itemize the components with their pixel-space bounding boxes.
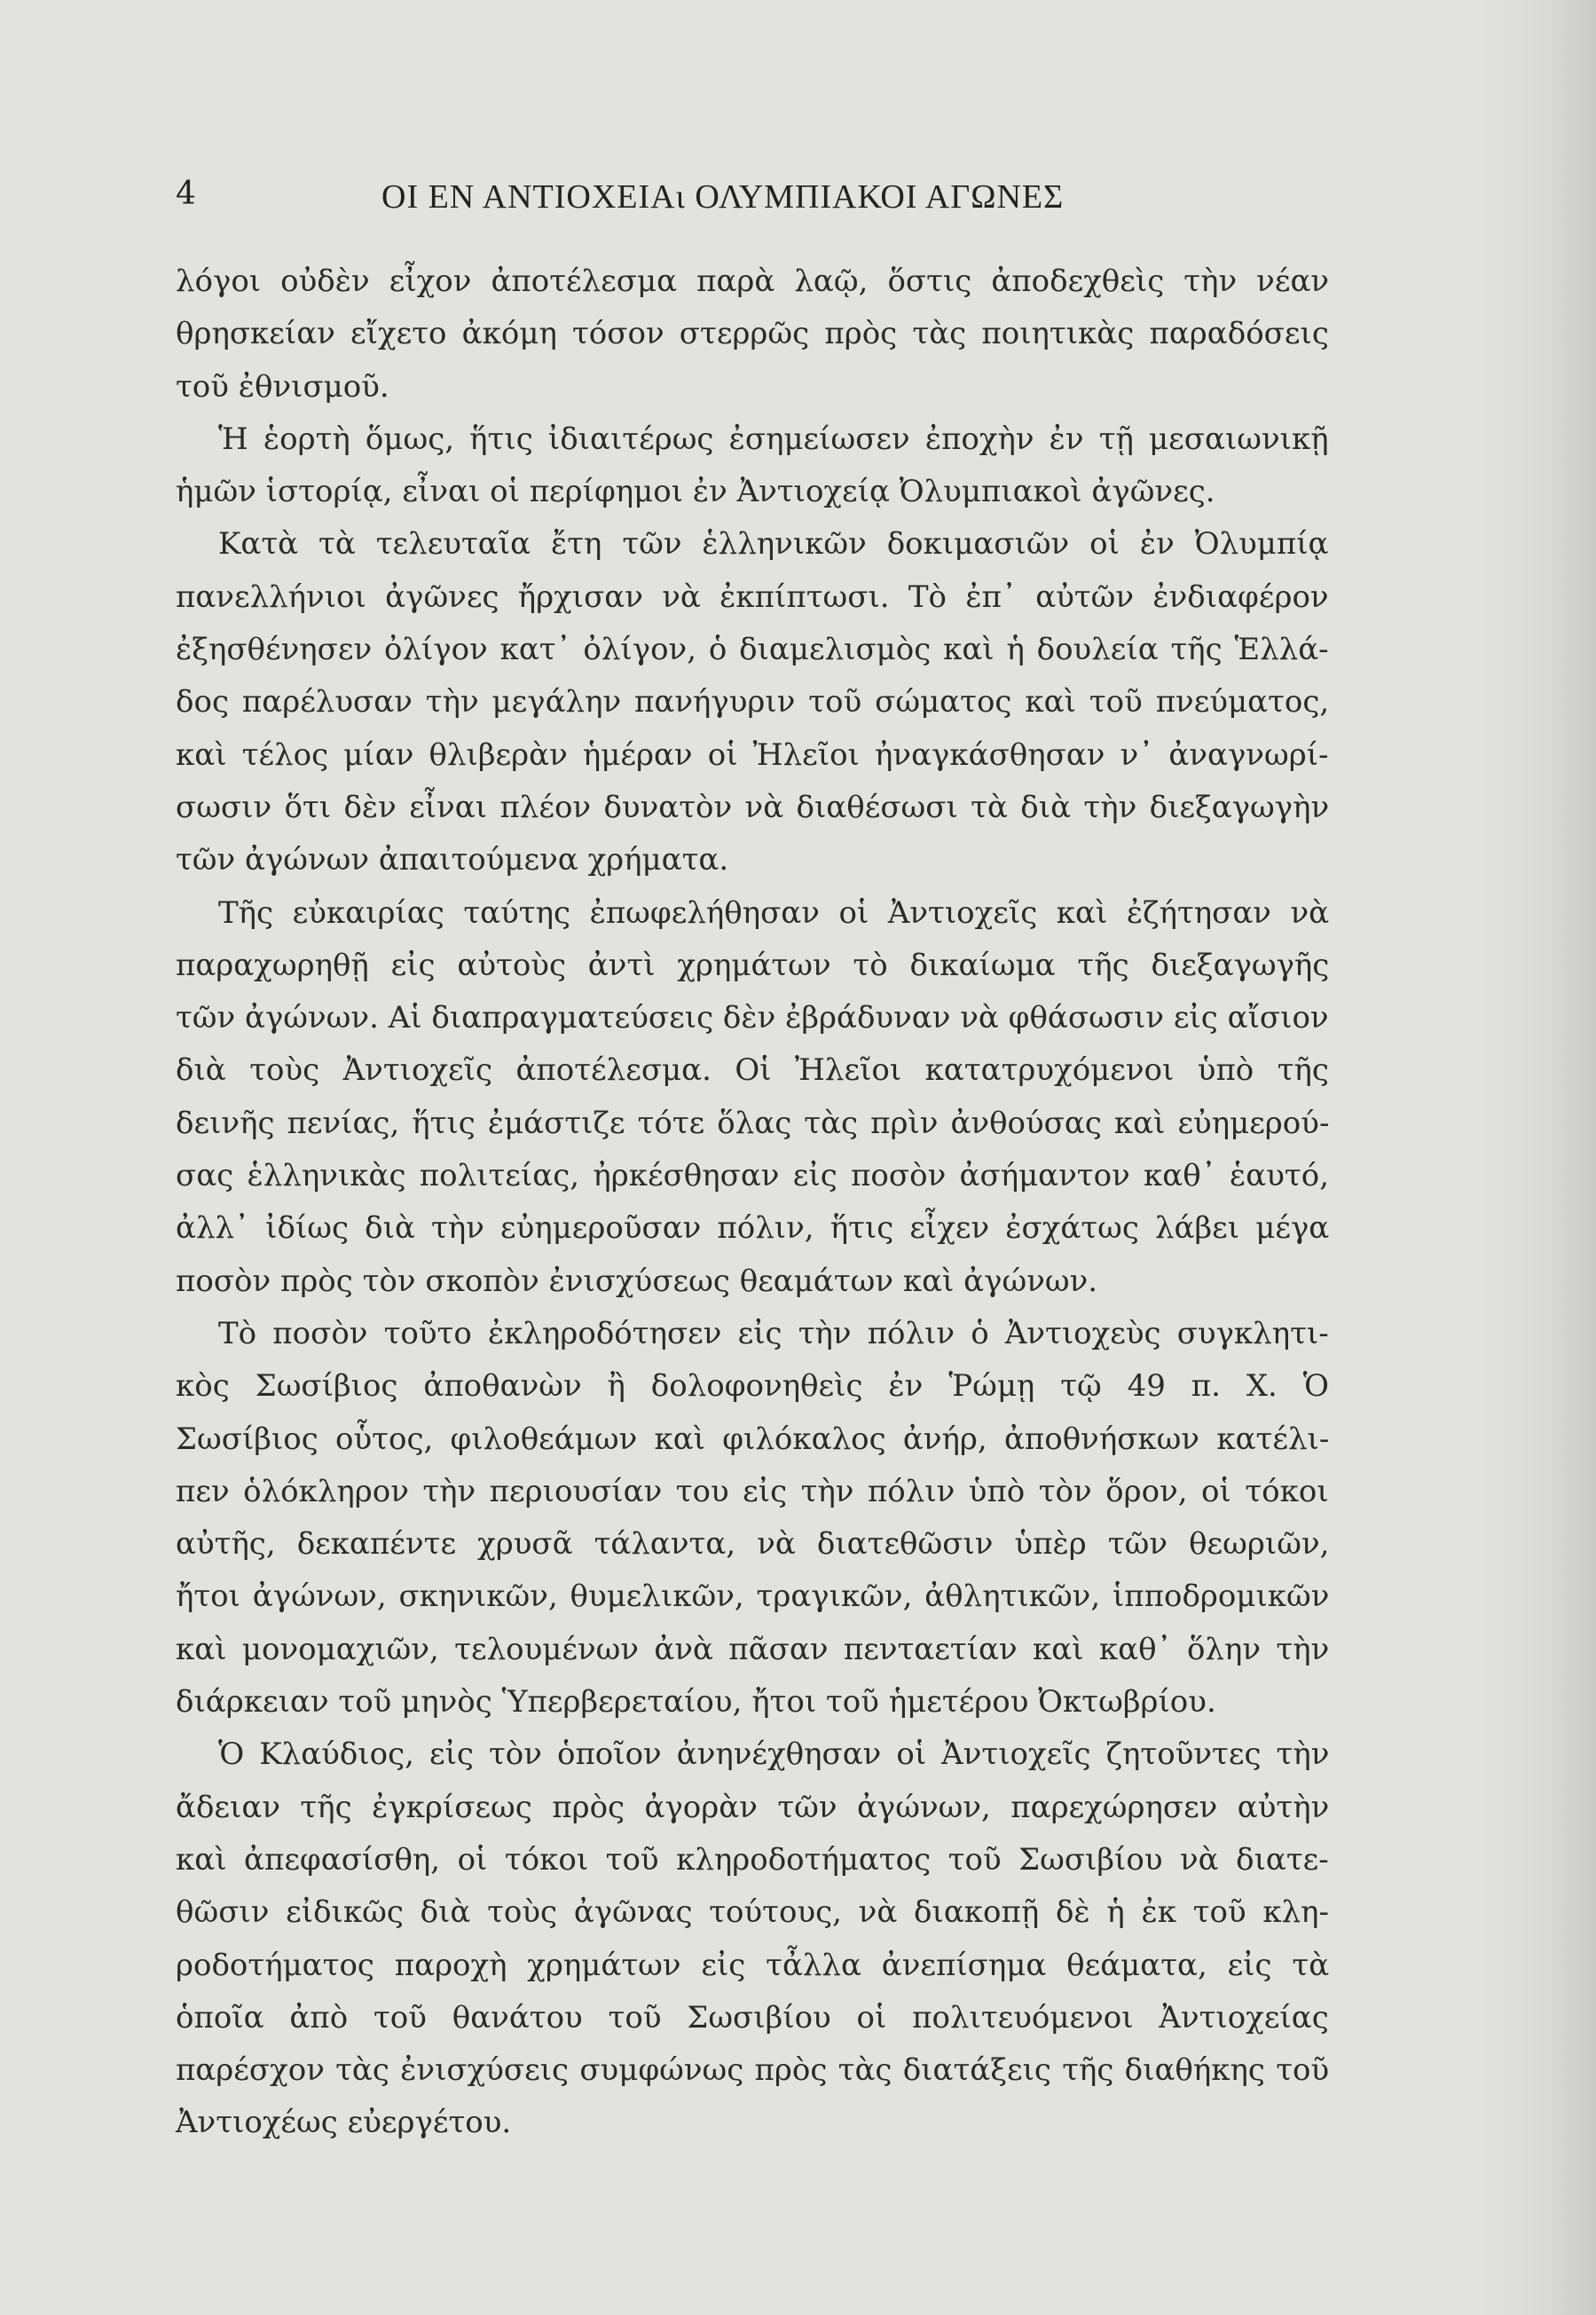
text-line: τῶν ἀγώνων. Αἱ διαπραγματεύσεις δὲν ἐβράδυναν νὰ φθάσωσιν εἰς αἴσιον (176, 1000, 1329, 1036)
text-line: θρησκείαν εἴχετο ἀκόμη τόσον στερρῶς πρὸς τὰς ποιητικὰς παραδόσεις (176, 316, 1329, 352)
text-line: Τῆς εὐκαιρίας ταύτης ἐπωφελήθησαν οἱ Ἀντιοχεῖς καὶ ἐζήτησαν νὰ (218, 894, 1330, 931)
paragraph-1 (176, 256, 1329, 413)
text-line: καὶ μονομαχιῶν, τελουμένων ἀνὰ πᾶσαν πενταετίαν καὶ καθ᾽ ὅλην τὴν (176, 1631, 1330, 1667)
text-line: τῶν ἀγώνων ἀπαιτούμενα χρήματα. (176, 842, 729, 878)
page-edge-shadow (1481, 0, 1596, 2315)
paragraph-3 (176, 518, 1329, 886)
text-line: λόγοι οὐδὲν εἶχον ἀποτέλεσμα παρὰ λαῷ, ὅστις ἀποδεχθεὶς τὴν νέαν (176, 264, 1330, 299)
body-text (176, 256, 1329, 2150)
running-title: ΟΙ ΕΝ ΑΝΤΙΟΧΕΙΑι ΟΛΥΜΠΙΑΚΟΙ ΑΓΩΝΕΣ (381, 178, 1065, 216)
text-line: παραχωρηθῇ εἰς αὐτοὺς ἀντὶ χρημάτων τὸ δικαίωμα τῆς διεξαγωγῆς (176, 947, 1330, 983)
text-line: ἄδειαν τῆς ἐγκρίσεως πρὸς ἀγορὰν τῶν ἀγώνων, παρεχώρησεν αὐτὴν (176, 1789, 1330, 1825)
text-line: πανελλήνιοι ἀγῶνες ἤρχισαν νὰ ἐκπίπτωσι. Τὸ ἐπ᾽ αὐτῶν ἐνδιαφέρον (176, 579, 1329, 615)
text-line: Τὸ ποσὸν τοῦτο ἐκληροδότησεν εἰς τὴν πόλιν ὁ Ἀντιοχεὺς συγκλητι- (218, 1315, 1329, 1351)
paragraph-2 (176, 413, 1329, 519)
text-line: καὶ ἀπεφασίσθη, οἱ τόκοι τοῦ κληροδοτήματος τοῦ Σωσιβίου νὰ διατε- (176, 1841, 1329, 1878)
text-line: σωσιν ὅτι δὲν εἶναι πλέον δυνατὸν νὰ διαθέσωσι τὰ διὰ τὴν διεξαγωγὴν (176, 789, 1330, 825)
page-number: 4 (176, 176, 196, 212)
text-line: ποσὸν πρὸς τὸν σκοπὸν ἐνισχύσεως θεαμάτων καὶ ἀγώνων. (176, 1263, 1098, 1299)
text-line: διάρκειαν τοῦ μηνὸς Ὑπερβερεταίου, ἤτοι τοῦ ἡμετέρου Ὀκτωβρίου. (176, 1684, 1216, 1721)
text-line: θῶσιν εἰδικῶς διὰ τοὺς ἀγῶνας τούτους, νὰ διακοπῇ δὲ ἡ ἐκ τοῦ κλη- (176, 1894, 1330, 1931)
page-header (0, 176, 1596, 229)
text-line: ἐξησθένησεν ὀλίγον κατ᾽ ὀλίγον, ὁ διαμελισμὸς καὶ ἡ δουλεία τῆς Ἑλλά- (176, 632, 1329, 668)
text-line: Σωσίβιος οὗτος, φιλοθεάμων καὶ φιλόκαλος ἀνήρ, ἀποθνήσκων κατέλι- (176, 1421, 1330, 1457)
text-line: κὸς Σωσίβιος ἀποθανὼν ἢ δολοφονηθεὶς ἐν Ῥώμῃ τῷ 49 π. Χ. Ὁ (176, 1368, 1329, 1405)
text-line: αὐτῆς, δεκαπέντε χρυσᾶ τάλαντα, νὰ διατεθῶσιν ὑπὲρ τῶν θεωριῶν, (176, 1526, 1330, 1563)
text-line: τοῦ ἐθνισμοῦ. (176, 368, 389, 405)
paragraph-5 (176, 1308, 1329, 1728)
text-line: ροδοτήματος παροχὴ χρημάτων εἰς τἆλλα ἀνεπίσημα θεάματα, εἰς τὰ (176, 1947, 1330, 1983)
text-line: Ἡ ἑορτὴ ὅμως, ἥτις ἰδιαιτέρως ἐσημείωσεν ἐποχὴν ἐν τῇ μεσαιωνικῇ (218, 421, 1329, 457)
text-line: ὁποῖα ἀπὸ τοῦ θανάτου τοῦ Σωσιβίου οἱ πολιτευόμενοι Ἀντιοχείας (176, 1999, 1329, 2035)
text-line: δεινῆς πενίας, ἥτις ἐμάστιζε τότε ὅλας τὰς πρὶν ἀνθούσας καὶ εὐημερού- (176, 1105, 1330, 1141)
text-line: παρέσχον τὰς ἐνισχύσεις συμφώνως πρὸς τὰς διατάξεις τῆς διαθήκης τοῦ (176, 2052, 1330, 2089)
text-line: Ἀντιοχέως εὐεργέτου. (176, 2105, 512, 2141)
text-line: διὰ τοὺς Ἀντιοχεῖς ἀποτέλεσμα. Οἱ Ἠλεῖοι κατατρυχόμενοι ὑπὸ τῆς (176, 1052, 1329, 1089)
text-line: Κατὰ τὰ τελευταῖα ἔτη τῶν ἑλληνικῶν δοκιμασιῶν οἱ ἐν Ὀλυμπίᾳ (218, 526, 1329, 563)
text-line: Ὁ Κλαύδιος, εἰς τὸν ὁποῖον ἀνηνέχθησαν οἱ Ἀντιοχεῖς ζητοῦντες τὴν (218, 1736, 1330, 1773)
text-line: πεν ὁλόκληρον τὴν περιουσίαν του εἰς τὴν πόλιν ὑπὸ τὸν ὅρον, οἱ τόκοι (176, 1473, 1329, 1509)
text-line: σας ἑλληνικὰς πολιτείας, ἠρκέσθησαν εἰς ποσὸν ἀσήμαντον καθ᾽ ἑαυτό, (176, 1158, 1330, 1194)
text-line: ἡμῶν ἱστορίᾳ, εἶναι οἱ περίφημοι ἐν Ἀντιοχείᾳ Ὀλυμπιακοὶ ἀγῶνες. (176, 474, 1215, 510)
paragraph-4 (176, 887, 1329, 1308)
text-line: ἀλλ᾽ ἰδίως διὰ τὴν εὐημεροῦσαν πόλιν, ἥτις εἶχεν ἐσχάτως λάβει μέγα (176, 1210, 1330, 1247)
text-line: ἤτοι ἀγώνων, σκηνικῶν, θυμελικῶν, τραγικῶν, ἀθλητικῶν, ἱπποδρομικῶν (176, 1579, 1330, 1615)
paragraph-6 (176, 1728, 1329, 2149)
text-line: δος παρέλυσαν τὴν μεγάλην πανήγυριν τοῦ σώματος καὶ τοῦ πνεύματος, (176, 684, 1330, 720)
text-line: καὶ τέλος μίαν θλιβερὰν ἡμέραν οἱ Ἠλεῖοι ἠναγκάσθησαν ν᾽ ἀναγνωρί- (176, 736, 1329, 773)
